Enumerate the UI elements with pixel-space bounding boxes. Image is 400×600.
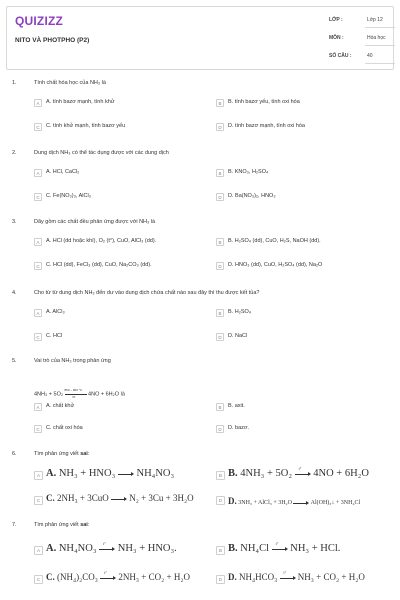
option-text: C. chất oxi hóa: [46, 425, 83, 431]
option-text: B. axit.: [228, 403, 245, 409]
arrow-icon: [293, 500, 309, 506]
question-text: Tính chất hóa học của NH₃ là: [34, 80, 106, 86]
option-text: D. bazơ.: [228, 425, 250, 431]
option-letter-box: B: [216, 471, 225, 480]
option-text: A. HCl (dd hoặc khí), O₂ (t°), CuO, AlCl₃ (dd).: [46, 238, 157, 244]
question-text: Dung dịch NH₃ có thể tác dụng được với các dung dịch: [34, 150, 169, 156]
question-text: Tìm phản ứng viết sai:: [34, 451, 90, 457]
option-letter-box: D: [216, 425, 224, 433]
option-text: A. tính bazơ mạnh, tính khử: [46, 99, 115, 105]
question-number: 7.: [12, 522, 17, 528]
count-value: 40: [367, 53, 373, 59]
option-text: C. tính khử mạnh, tính bazơ yếu: [46, 123, 126, 129]
option-letter-box: C: [34, 193, 42, 201]
worksheet-title: NITO VÀ PHOTPHO (P2): [15, 37, 90, 44]
option-text: A. NH₃ + HNO₃ NH₄NO₃: [46, 468, 175, 479]
question-text: Tìm phản ứng viết sai:: [34, 522, 90, 528]
option-text: D. NaCl: [228, 333, 248, 339]
option-letter-box: A: [34, 238, 42, 246]
option-letter-box: C: [34, 262, 42, 270]
option-text: B. H₂SO₄: [228, 309, 252, 315]
reaction-equation: [34, 388, 125, 399]
arrow-icon: [111, 496, 127, 502]
arrow-icon: t°: [100, 575, 116, 581]
option-letter-box: B: [216, 309, 224, 317]
divider: [365, 27, 395, 28]
arrow-condition-bottom: Pt: [72, 395, 76, 399]
option-text: D. HNO₃ (dd), CuO, H₂SO₄ (dd), Na₂O: [228, 262, 323, 268]
option-text: A. HCl, CaCl₂: [46, 169, 80, 175]
option-letter-box: C: [34, 333, 42, 341]
class-value: Lớp 12: [367, 17, 383, 23]
option-text: C. HCl: [46, 333, 63, 339]
option-text: B. 4NH₃ + 5O₂ t° 4NO + 6H₂O: [228, 465, 369, 479]
option-text: B. H₂SO₄ (dd), CuO, H₂S, NaOH (dd).: [228, 238, 321, 244]
option-letter-box: B: [216, 99, 224, 107]
question-number: 1.: [12, 80, 17, 86]
option-text: B. KNO₃, H₂SO₄: [228, 169, 269, 175]
option-text: B. tính bazơ yếu, tính oxi hóa: [228, 99, 300, 105]
subject-label: MÔN :: [329, 35, 344, 41]
quizizz-logo: QUIZIZZ: [15, 14, 64, 28]
question-text: Vai trò của NH₃ trong phản ứng: [34, 358, 111, 364]
option-letter-box: C: [34, 123, 42, 131]
option-letter-box: A: [34, 403, 42, 411]
count-label: SỐ CÂU :: [329, 53, 352, 59]
option-letter-box: D: [216, 123, 224, 131]
option-letter-box: D: [216, 496, 225, 505]
arrow-icon: t°: [295, 471, 311, 477]
option-text: C. 2NH₃ + 3CuO N₂ + 3Cu + 3H₂O: [46, 493, 194, 503]
option-letter-box: D: [216, 262, 224, 270]
question-text: Dãy gồm các chất đều phản ứng được với NH₃ là: [34, 219, 156, 225]
equation-products: 4NO + 6H₂O là: [88, 391, 125, 398]
equation-reactants: 4NH₃ + 5O₂: [34, 391, 63, 398]
option-letter-box: A: [34, 546, 43, 555]
option-text: D. Ba(NO₃)₂, HNO₃: [228, 193, 276, 199]
option-letter-box: D: [216, 575, 225, 584]
option-letter-box: A: [34, 99, 42, 107]
option-text: B. NH₄Cl t° NH₃ + HCl.: [228, 540, 341, 554]
option-letter-box: B: [216, 169, 224, 177]
arrow-icon: [118, 471, 134, 477]
subject-value: Hóa học: [367, 35, 386, 41]
option-letter-box: A: [34, 169, 42, 177]
question-number: 5.: [12, 358, 17, 364]
question-number: 3.: [12, 219, 17, 225]
divider: [365, 63, 395, 64]
option-text: D. 3NH₃ + AlCl₃ + 3H₂O Al(OH)₃↓ + 3NH₄Cl: [228, 496, 361, 506]
option-letter-box: B: [216, 403, 224, 411]
option-text: A. NH₄NO₃ t° NH₃ + HNO₃.: [46, 540, 177, 554]
question-number: 2.: [12, 150, 17, 156]
option-letter-box: A: [34, 309, 42, 317]
option-letter-box: C: [34, 575, 43, 584]
option-text: C. Fe(NO₃)₃, AlCl₃: [46, 193, 91, 199]
worksheet-header: [6, 6, 394, 70]
option-text: A. chất khử: [46, 403, 75, 409]
option-text: C. (NH₄)₂CO₃ t° 2NH₃ + CO₂ + H₂O: [46, 569, 190, 582]
question-text: Cho từ từ dung dịch NH₃ đến dư vào dung dịch chứa chất nào sau đây thì thu được kết tủa?: [34, 290, 260, 296]
option-letter-box: C: [34, 496, 43, 505]
option-letter-box: B: [216, 238, 224, 246]
option-letter-box: B: [216, 546, 225, 555]
class-label: LỚP :: [329, 17, 343, 23]
reaction-arrow: [64, 388, 87, 399]
divider: [365, 45, 395, 46]
option-letter-box: C: [34, 425, 42, 433]
arrow-icon: t°: [272, 546, 288, 552]
question-number: 4.: [12, 290, 17, 296]
arrow-icon: t°: [99, 546, 115, 552]
option-text: D. NH₄HCO₃ t° NH₃ + CO₂ + H₂O: [228, 569, 365, 582]
option-text: C. HCl (dd), FeCl₃ (dd), CuO, Na₂CO₃ (dd).: [46, 262, 152, 268]
option-text: A. AlCl₃: [46, 309, 65, 315]
question-number: 6.: [12, 451, 17, 457]
option-letter-box: D: [216, 193, 224, 201]
option-letter-box: D: [216, 333, 224, 341]
option-letter-box: A: [34, 471, 43, 480]
arrow-icon: t°: [280, 575, 296, 581]
option-text: D. tính bazơ mạnh, tính oxi hóa: [228, 123, 305, 129]
arrow-condition-top: 850 – 900 °C: [64, 388, 83, 392]
